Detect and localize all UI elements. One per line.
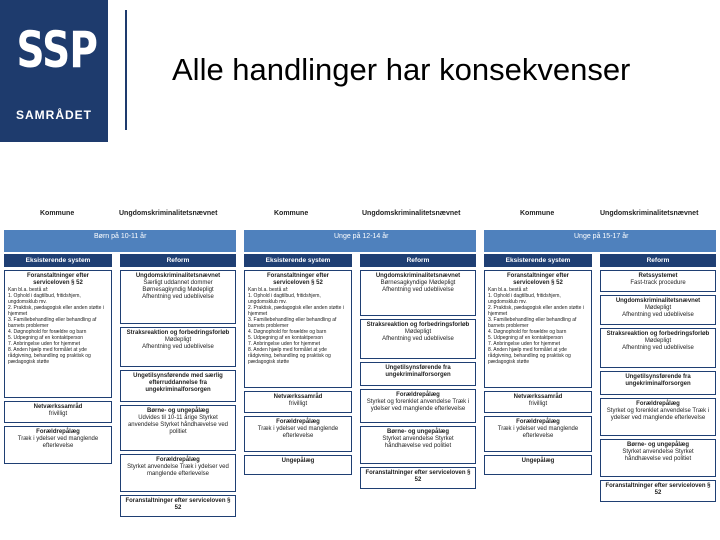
flow-box: Foranstaltninger efter serviceloven § 52 (360, 467, 476, 489)
logo-subtitle: SAMRÅDET (16, 108, 92, 122)
flow-box: Forældrepålæg Styrket og forenklet anvendelse Træk i ydelser ved manglende efterlevelse (600, 398, 716, 436)
existing-system-label: Eksisterende system (4, 254, 112, 267)
panel-naevn-label: Ungdomskriminalitetsnævnet (362, 210, 461, 217)
flow-box: Netværkssamråd frivilligt (244, 391, 352, 413)
flow-box: Retssystemet Fast-track procedure (600, 270, 716, 292)
panel-kommune-label: Kommune (520, 210, 555, 217)
ssp-logo (0, 0, 108, 142)
reform-label: Reform (360, 254, 476, 267)
flow-box: Foranstaltninger efter serviceloven § 52 Kan bl.a. bestå af: 1. Ophold i dagtilbud, fritidshjem, ungdomsklub mv. 2. Praktisk, pædagogisk eller anden støtte i hjemmet 3. Familiebehandling eller behandling af barnets problemer 4. Døgnophold for forældre og barn 5. Udpegning af en kontaktperson 7. Anbringelse uden for hjemmet 8. Anden hjælp med formålet at yde rådgivning, behandling og praktisk og pædagogisk støtte (484, 270, 592, 388)
flow-box: Børne- og ungepålæg Styrket anvendelse Styrket håndhævelse ved politiet (360, 426, 476, 464)
flow-box: Forældrepålæg Træk i ydelser ved manglende efterlevelse (484, 416, 592, 452)
flow-box: Ungdomskriminalitetsnævnet Børnesagkyndige Mødepligt Afhentning ved udeblivelse (360, 270, 476, 316)
panel-naevn-label: Ungdomskriminalitetsnævnet (119, 210, 218, 217)
flow-box: Ungdomskriminalitetsnævnet Særligt uddannet dommer Børnesagkyndig Mødepligt Afhentning ved udeblivelse (120, 270, 236, 324)
existing-system-label: Eksisterende system (244, 254, 352, 267)
age-label: Børn på 10-11 år (94, 233, 147, 240)
flow-box: Netværkssamråd frivilligt (4, 401, 112, 423)
flow-box: Foranstaltninger efter serviceloven § 52 (600, 480, 716, 502)
flow-box: Forældrepålæg Styrket anvendelse Træk i ydelser ved manglende efterlevelse (120, 454, 236, 492)
flow-box: Ungdomskriminalitetsnævnet Mødepligt Afhentning ved udeblivelse (600, 295, 716, 325)
flow-box: Netværkssamråd frivilligt (484, 391, 592, 413)
panel-age-10-11 (4, 208, 236, 526)
flow-box: Ungetilsynsførende med særlig efterruddannelse fra ungekriminalforsorgen (120, 370, 236, 402)
logo-wordmark: SSP (16, 21, 98, 79)
flow-box: Børne- og ungepålæg Styrket anvendelse Styrket håndhævelse ved politiet (600, 439, 716, 477)
flow-box: Straksreaktion og forbedringsforløb Mødepligt Afhentning ved udeblivelse (120, 327, 236, 367)
flow-box: Forældrepålæg Træk i ydelser ved manglende efterlevelse (4, 426, 112, 464)
flow-box: Straksreaktion og forbedringsforløb Mødepligt Afhentning ved udeblivelse (360, 319, 476, 359)
reform-label: Reform (600, 254, 716, 267)
panel-kommune-label: Kommune (40, 210, 75, 217)
age-label: Unge på 15-17 år (574, 233, 629, 240)
flow-box: Ungepålæg (484, 455, 592, 475)
panel-kommune-label: Kommune (274, 210, 309, 217)
existing-system-label: Eksisterende system (484, 254, 592, 267)
age-label: Unge på 12-14 år (334, 233, 389, 240)
flow-box: Ungetilsynsførende fra ungekriminalforsorgen (360, 362, 476, 386)
flow-box: Forældrepålæg Styrket og forenklet anvendelse Træk i ydelser ved manglende efterlevelse (360, 389, 476, 423)
panel-age-15-17 (484, 208, 716, 526)
flow-box: Forældrepålæg Træk i ydelser ved manglende efterlevelse (244, 416, 352, 452)
panel-naevn-label: Ungdomskriminalitetsnævnet (600, 210, 699, 217)
flow-box: Foranstaltninger efter serviceloven § 52 (120, 495, 236, 517)
reform-label: Reform (120, 254, 236, 267)
flow-box: Ungepålæg (244, 455, 352, 475)
flow-box: Straksreaktion og forbedringsforløb Mødepligt Afhentning ved udeblivelse (600, 328, 716, 368)
flow-box: Foranstaltninger efter serviceloven § 52 Kan bl.a. bestå af: 1. Ophold i dagtilbud, fritidshjem, ungdomsklub mv. 2. Praktisk, pædagogisk eller anden støtte i hjemmet 3. Familiebehandling eller behandling af barnets problemer 4. Døgnophold for forældre og barn 5. Udpegning af en kontaktperson 7. Anbringelse uden for hjemmet 8. Anden hjælp med formålet at yde rådgivning, behandling og praktisk og pædagogisk støtte (4, 270, 112, 398)
flow-box: Foranstaltninger efter serviceloven § 52 Kan bl.a. bestå af: 1. Ophold i dagtilbud, fritidshjem, ungdomsklub mv. 2. Praktisk, pædagogisk eller anden støtte i hjemmet 3. Familiebehandling eller behandling af barnets problemer 4. Døgnophold for forældre og barn 5. Udpegning af en kontaktperson 7. Anbringelse uden for hjemmet 8. Anden hjælp med formålet at yde rådgivning, behandling og praktisk og pædagogisk støtte (244, 270, 352, 388)
page-title: Alle handlinger har konsekvenser (172, 52, 631, 87)
panel-age-12-14 (244, 208, 476, 526)
flow-box: Børne- og ungepålæg Udvides til 10-11 årige Styrket anvendelse Styrket håndhævelse ved politiet (120, 405, 236, 451)
header-divider (125, 10, 127, 130)
flow-box: Ungetilsynsførende fra ungekriminalforsorgen (600, 371, 716, 395)
